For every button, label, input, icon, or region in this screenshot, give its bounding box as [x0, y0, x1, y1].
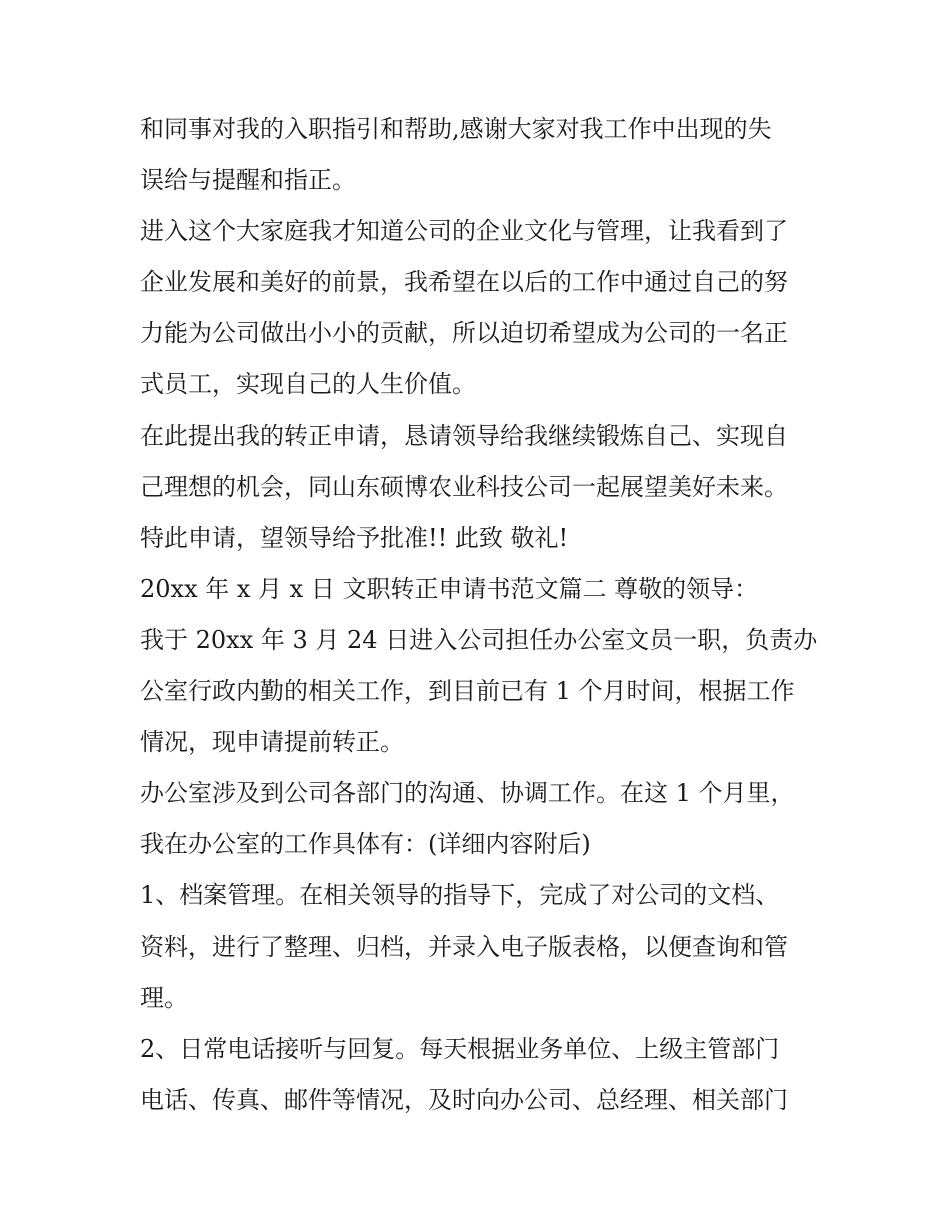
text-line: 和同事对我的入职指引和帮助,感谢大家对我工作中出现的失 [140, 115, 772, 143]
text-line: 我在办公室的工作具体有：(详细内容附后) [140, 830, 591, 859]
text-line: 2、日常电话接听与回复。每天根据业务单位、上级主管部门 [140, 1034, 780, 1063]
text-line: 20xx 年 x 月 x 日 文职转正申请书范文篇二 尊敬的领导： [140, 574, 759, 603]
text-line: 误给与提醒和指正。 [140, 166, 356, 195]
text-line: 1、档案管理。在相关领导的指导下，完成了对公司的文档、 [140, 881, 780, 910]
text-line: 己理想的机会，同山东硕博农业科技公司一起展望美好未来。 [140, 472, 788, 501]
text-line: 在此提出我的转正申请，恳请领导给我继续锻炼自己、实现自 [140, 421, 788, 450]
text-line: 资料，进行了整理、归档，并录入电子版表格，以便查询和管 [140, 932, 788, 961]
text-line: 公室行政内勤的相关工作，到目前已有 1 个月时间，根据工作 [140, 677, 795, 706]
text-line: 电话、传真、邮件等情况，及时向办公司、总经理、相关部门 [140, 1085, 788, 1114]
text-line: 特此申请，望领导给予批准!! 此致 敬礼! [140, 523, 569, 552]
text-line: 进入这个大家庭我才知道公司的企业文化与管理，让我看到了 [140, 217, 788, 246]
document-body [140, 104, 830, 1126]
text-line: 企业发展和美好的前景，我希望在以后的工作中通过自己的努 [140, 268, 788, 297]
text-line: 我于 20xx 年 3 月 24 日进入公司担任办公室文员一职，负责办 [140, 625, 818, 654]
text-line: 情况，现申请提前转正。 [140, 728, 404, 757]
text-line: 理。 [140, 983, 188, 1012]
text-line: 式员工，实现自己的人生价值。 [140, 370, 476, 399]
text-line: 力能为公司做出小小的贡献，所以迫切希望成为公司的一名正 [140, 319, 788, 348]
text-line: 办公室涉及到公司各部门的沟通、协调工作。在这 1 个月里， [140, 779, 795, 808]
